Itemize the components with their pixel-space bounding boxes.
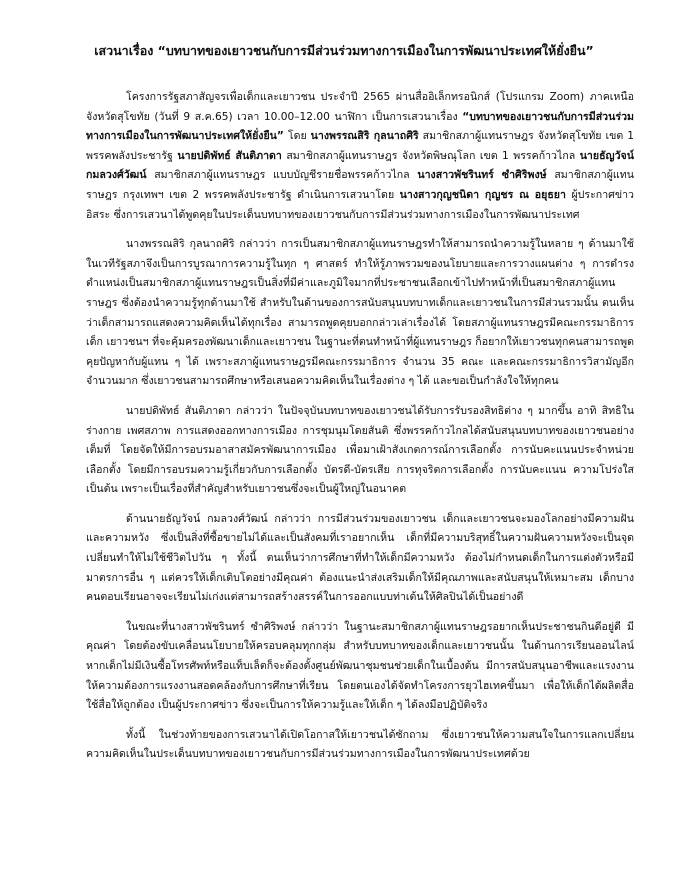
paragraph-text: โครงการรัฐสภาสัญจรเพื่อเด็กและเยาวชน ประจำปี 2565 ผ่านสื่ออิเล็กทรอนิกส์ (โปรแกรม Zoom) ภาคเหนือ จังหวัดสุโขทัย (วันที่ 9 ส.ค.65) เวลา 10.00–12.00 นาฬิกา เป็นการเสวนาเรื่อง <box>86 91 634 123</box>
paragraph-intro <box>86 88 634 225</box>
paragraph-speaker-3 <box>86 510 634 608</box>
paragraph-text: นายปดิพัทธ์ สันติภาดา กล่าวว่า ในปัจจุบันบทบาทของเยาวชนได้รับการรับรองสิทธิต่าง ๆ มากขึ้น อาทิ สิทธิในร่างกาย เพศสภาพ การแสดงออกทางการเมือง การชุมนุมโดยสันติ ซึ่งพรรคก้าวไกลได้สนับสนุนบทบาทของเยาวชนอย่างเต็มที่ โดยจัดให้มีการอบรมอาสาสมัครพัฒนาการเมือง เพื่อมาเฝ้าสังเกตการณ์การเลือกตั้ง การนับคะแนนประจำหน่วยเลือกตั้ง โดยมีการอบรมความรู้เกี่ยวกับการเลือกตั้ง บัตรดี-บัตรเสีย การทุจริตการเลือกตั้ง การนับคะแนน ความโปร่งใส เป็นต้น เพราะเป็นเรื่องที่สำคัญสำหรับเยาวชนซึ่งจะเป็นผู้ใหญ่ในอนาคต <box>86 404 634 496</box>
paragraph-text: ทั้งนี้ ในช่วงท้ายของการเสวนาได้เปิดโอกาสให้เยาวชนได้ซักถาม ซึ่งเยาวชนให้ความสนใจในการแลกเปลี่ยนความคิดเห็นในประเด็นบทบาทของเยาวชนกับการมีส่วนร่วมทางการเมืองในการพัฒนาประเทศด้วย <box>86 728 634 761</box>
moderator-name: นางสาวกุญชนิดา กุญชร ณ อยุธยา <box>399 188 566 201</box>
paragraph-text: ด้านนายธัญวัจน์ กมลวงศ์วัฒน์ กล่าวว่า การมีส่วนร่วมของเยาวชน เด็กและเยาวชนจะมองโลกอย่างมีความฝันและความหวัง ซึ่งเป็นสิ่งที่ซื้อขายไม่ได้และเป็นสังคมที่เราอยากเห็น เด็กที่มีความบริสุทธิ์ในความฝันความหวังจะเป็นจุดเปลี่ยนทำให้ไม่ใช้ชีวิตไปวัน ๆ ทั้งนี้ ตนเห็นว่าการศึกษาที่ทำให้เด็กมีความหวัง ต้องไม่กำหนดเด็กในการแต่งตัวหรือมีมาตรการอื่น ๆ แต่ควรให้เด็กเติบโตอย่างมีคุณค่า ต้องแนะนำส่งเสริมเด็กให้มีคุณภาพและสนับสนุนให้เหมาะสม เด็กบางคนตอบเรียนอาจจะเรียนไม่เก่งแต่สามารถสร้างสรรค์ในการออกแบบท่าเต้นให้ศิลปินได้เป็นอย่างดี <box>86 512 634 604</box>
paragraph-speaker-1 <box>86 235 634 392</box>
speaker-name: นายปดิพัทธ์ สันติภาดา <box>177 149 282 162</box>
document-body <box>86 88 634 775</box>
paragraph-speaker-4 <box>86 618 634 716</box>
paragraph-text: สมาชิกสภาผู้แทนราษฎร แบบบัญชีรายชื่อพรรคก้าวไกล <box>146 169 418 182</box>
paragraph-text: สมาชิกสภาผู้แทนราษฎร จังหวัดพิษณุโลก เขต 1 พรรคก้าวไกล <box>281 149 580 162</box>
topic-title: “บทบาทของเยาวชนกับการมีส่วนร่วมทางการเมืองในการพัฒนาประเทศให้ยั่งยืน” <box>86 110 634 143</box>
paragraph-text: ในขณะที่นางสาวพัชรินทร์ ซำศิริพงษ์ กล่าวว่า ในฐานะสมาชิกสภาผู้แทนราษฎรอยากเห็นประชาชนกินดีอยู่ดี มีคุณค่า โดยต้องขับเคลื่อนนโยบายให้ครอบคลุมทุกกลุ่ม สำหรับบทบาทของเด็กและเยาวชนนั้น ในด้านการเรียนออนไลน์ หากเด็กไม่มีเงินซื้อโทรศัพท์หรือแท็บเล็ตก็จะต้องตั้งศูนย์พัฒนาชุมชนช่วยเด็กในเบื้องต้น มีการสนับสนุนอาชีพและแรงงานให้ความต้องการแรงงานสอดคล้องกับการศึกษาที่เรียน โดยตนเองได้จัดทำโครงการยุวไฮเทคขึ้นมา เพื่อให้เด็กได้ผลิตสื่อ ใช้สื่อให้ถูกต้อง เป็นผู้ประกาศข่าว ซึ่งจะเป็นการให้ความรู้และให้เด็ก ๆ ได้ลงมือปฏิบัติจริง <box>86 620 634 712</box>
paragraph-text: สมาชิกสภาผู้แทนราษฎร จังหวัดสุโขทัย เขต 1 พรรคพลังประชารัฐ <box>86 130 634 162</box>
speaker-name: นายธัญวัจน์ กมลวงศ์วัฒน์ <box>86 149 634 182</box>
paragraph-text: สมาชิกสภาผู้แทนราษฎร กรุงเทพฯ เขต 2 พรรคพลังประชารัฐ ดำเนินการเสวนาโดย <box>86 169 634 201</box>
paragraph-text: ผู้ประกาศข่าวอิสระ ซึ่งการเสวนาได้พูดคุยในประเด็นบทบาทของเยาวชนกับการมีส่วนร่วมทางการเมืองในการพัฒนาประเทศ <box>86 188 635 221</box>
speaker-name: นางพรรณสิริ กุลนาถศิริ <box>310 130 419 143</box>
paragraph-text: นางพรรณสิริ กุลนาถศิริ กล่าวว่า การเป็นสมาชิกสภาผู้แทนราษฎรทำให้สามารถนำความรู้ในหลาย ๆ ด้านมาใช้ในเวทีรัฐสภาจึงเป็นการบูรณาการความรู้ในทุก ๆ ศาสตร์ ทำให้รู้ภาพรวมของนโยบายและการวางแผนต่าง ๆ การดำรงตำแหน่งเป็นสมาชิกสภาผู้แทนราษฎรเป็นสิ่งที่มีค่าและภูมิใจมากที่ประชาชนเลือกเข้าไปทำหน้าที่เป็นสมาชิกสภาผู้แทนราษฎร ซึ่งต้องนำความรู้ทุกด้านมาใช้ สำหรับในด้านของการสนับสนุนบทบาทเด็กและเยาวชนในการมีส่วนรวมนั้น ตนเห็นว่าเด็กสามารถแสดงความคิดเห็นได้ทุกเรื่อง สามารถพูดคุยบอกกล่าวเล่าเรื่องได้ โดยสภาผู้แทนราษฎรมีคณะกรรมาธิการเด็ก เยาวชนฯ ที่จะคุ้มครองพัฒนาเด็กและเยาวชน ในฐานะที่ตนทำหน้าที่ผู้แทนราษฎร ก็อยากให้เยาวชนทุกคนสามารถพูดคุยปัญหากับผู้แทน ๆ ได้ เพราะสภาผู้แทนราษฎรมีคณะกรรมาธิการ จำนวน 35 คณะ และคณะกรรมาธิการวิสามัญอีกจำนวนมาก ซึ่งเยาวชนสามารถศึกษาหรือเสนอความคิดเห็นในเรื่องต่าง ๆ ได้ และขอเป็นกำลังใจให้ทุกคน <box>86 238 634 388</box>
document-title: เสวนาเรื่อง “บทบาทของเยาวชนกับการมีส่วนร่วมทางการเมืองในการพัฒนาประเทศให้ยั่งยืน” <box>94 43 594 58</box>
paragraph-text: โดย <box>283 130 311 143</box>
paragraph-speaker-2 <box>86 402 634 500</box>
speaker-name: นางสาวพัชรินทร์ ซำศิริพงษ์ <box>417 169 547 182</box>
paragraph-closing <box>86 726 634 765</box>
